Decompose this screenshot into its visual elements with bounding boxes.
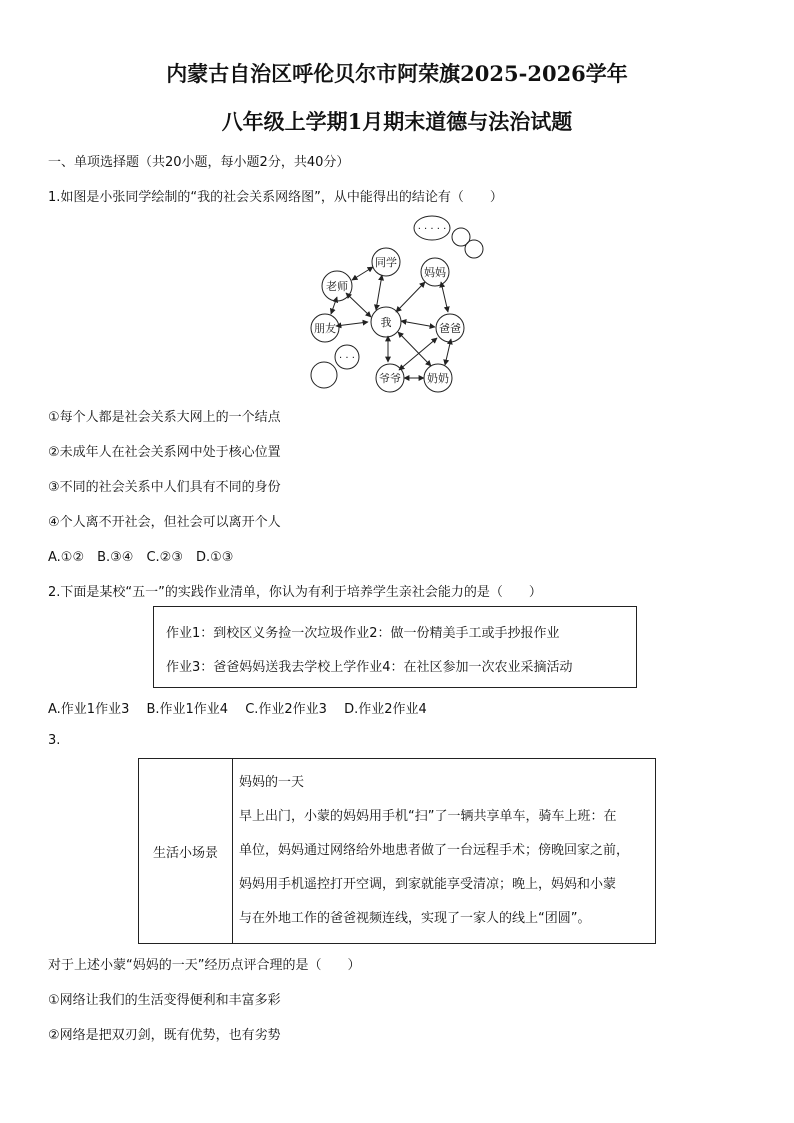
q1-statement-4: ④个人离不开社会，但社会可以离开个人 <box>48 515 281 530</box>
q2-box-line-1: 作业1：到校区义务捡一次垃圾作业2：做一份精美手工或手抄报作业 <box>166 626 560 641</box>
title-line-2: 八年级上学期1月期末道德与法治试题 <box>221 109 573 134</box>
section-header: 一、单项选择题（共20小题，每小题2分，共40分） <box>48 155 350 170</box>
q1-statement-2: ②未成年人在社会关系网中处于核心位置 <box>48 445 281 460</box>
q1-stem: 1.如图是小张同学绘制的“我的社会关系网络图”，从中能得出的结论有（ ） <box>48 190 503 205</box>
q3-table-title: 妈妈的一天 <box>239 775 305 790</box>
q3-table-label: 生活小场景 <box>139 759 233 944</box>
title-line-1: 内蒙古自治区呼伦贝尔市阿荣旗2025-2026学年 <box>166 61 628 86</box>
diagram-node-friend: 朋友 <box>314 322 336 335</box>
diagram-node-dad: 爸爸 <box>439 322 461 335</box>
q2-box-line-2: 作业3：爸爸妈妈送我去学校上学作业4：在社区参加一次农业采摘活动 <box>166 660 573 675</box>
q1-statement-3: ③不同的社会关系中人们具有不同的身份 <box>48 480 281 495</box>
q3-statement-1: ①网络让我们的生活变得便利和丰富多彩 <box>48 993 281 1008</box>
q3-table-line-3: 妈妈用手机遥控打开空调，到家就能享受清凉；晚上，妈妈和小蒙 <box>239 877 617 892</box>
diagram-node-classmate: 同学 <box>375 256 397 269</box>
q1-statement-1: ①每个人都是社会关系大网上的一个结点 <box>48 410 281 425</box>
diagram-ellipsis-left: · · · <box>339 353 355 364</box>
social-network-diagram <box>300 208 500 393</box>
diagram-node-mom: 妈妈 <box>424 266 446 279</box>
diagram-ellipsis-top: · · · · · <box>417 224 447 235</box>
q2-options: A.作业1作业3 B.作业1作业4 C.作业2作业3 D.作业2作业4 <box>48 702 427 717</box>
q3-scenario-table <box>138 758 656 944</box>
q3-table-line-4: 与在外地工作的爸爸视频连线，实现了一家人的线上“团圆”。 <box>239 911 591 926</box>
q3-statement-2: ②网络是把双刃剑，既有优势，也有劣势 <box>48 1028 281 1043</box>
q3-table-line-2: 单位，妈妈通过网络给外地患者做了一台远程手术；傍晚回家之前， <box>239 843 630 858</box>
q2-stem: 2.下面是某校“五一”的实践作业清单，你认为有利于培养学生亲社会能力的是（ ） <box>48 585 542 600</box>
diagram-node-teacher: 老师 <box>326 280 348 293</box>
q2-homework-box <box>153 606 637 688</box>
diagram-center-me: 我 <box>380 316 392 329</box>
q3-stem: 对于上述小蒙“妈妈的一天”经历点评合理的是（ ） <box>48 958 361 973</box>
q3-table-content <box>233 759 656 944</box>
q3-table-line-1: 早上出门，小蒙的妈妈用手机“扫”了一辆共享单车，骑车上班：在 <box>239 809 617 824</box>
q1-options: A.①② B.③④ C.②③ D.①③ <box>48 550 234 565</box>
diagram-node-grandpa: 爷爷 <box>379 372 401 385</box>
diagram-node-grandma: 奶奶 <box>427 372 449 385</box>
q3-number: 3. <box>48 733 61 748</box>
